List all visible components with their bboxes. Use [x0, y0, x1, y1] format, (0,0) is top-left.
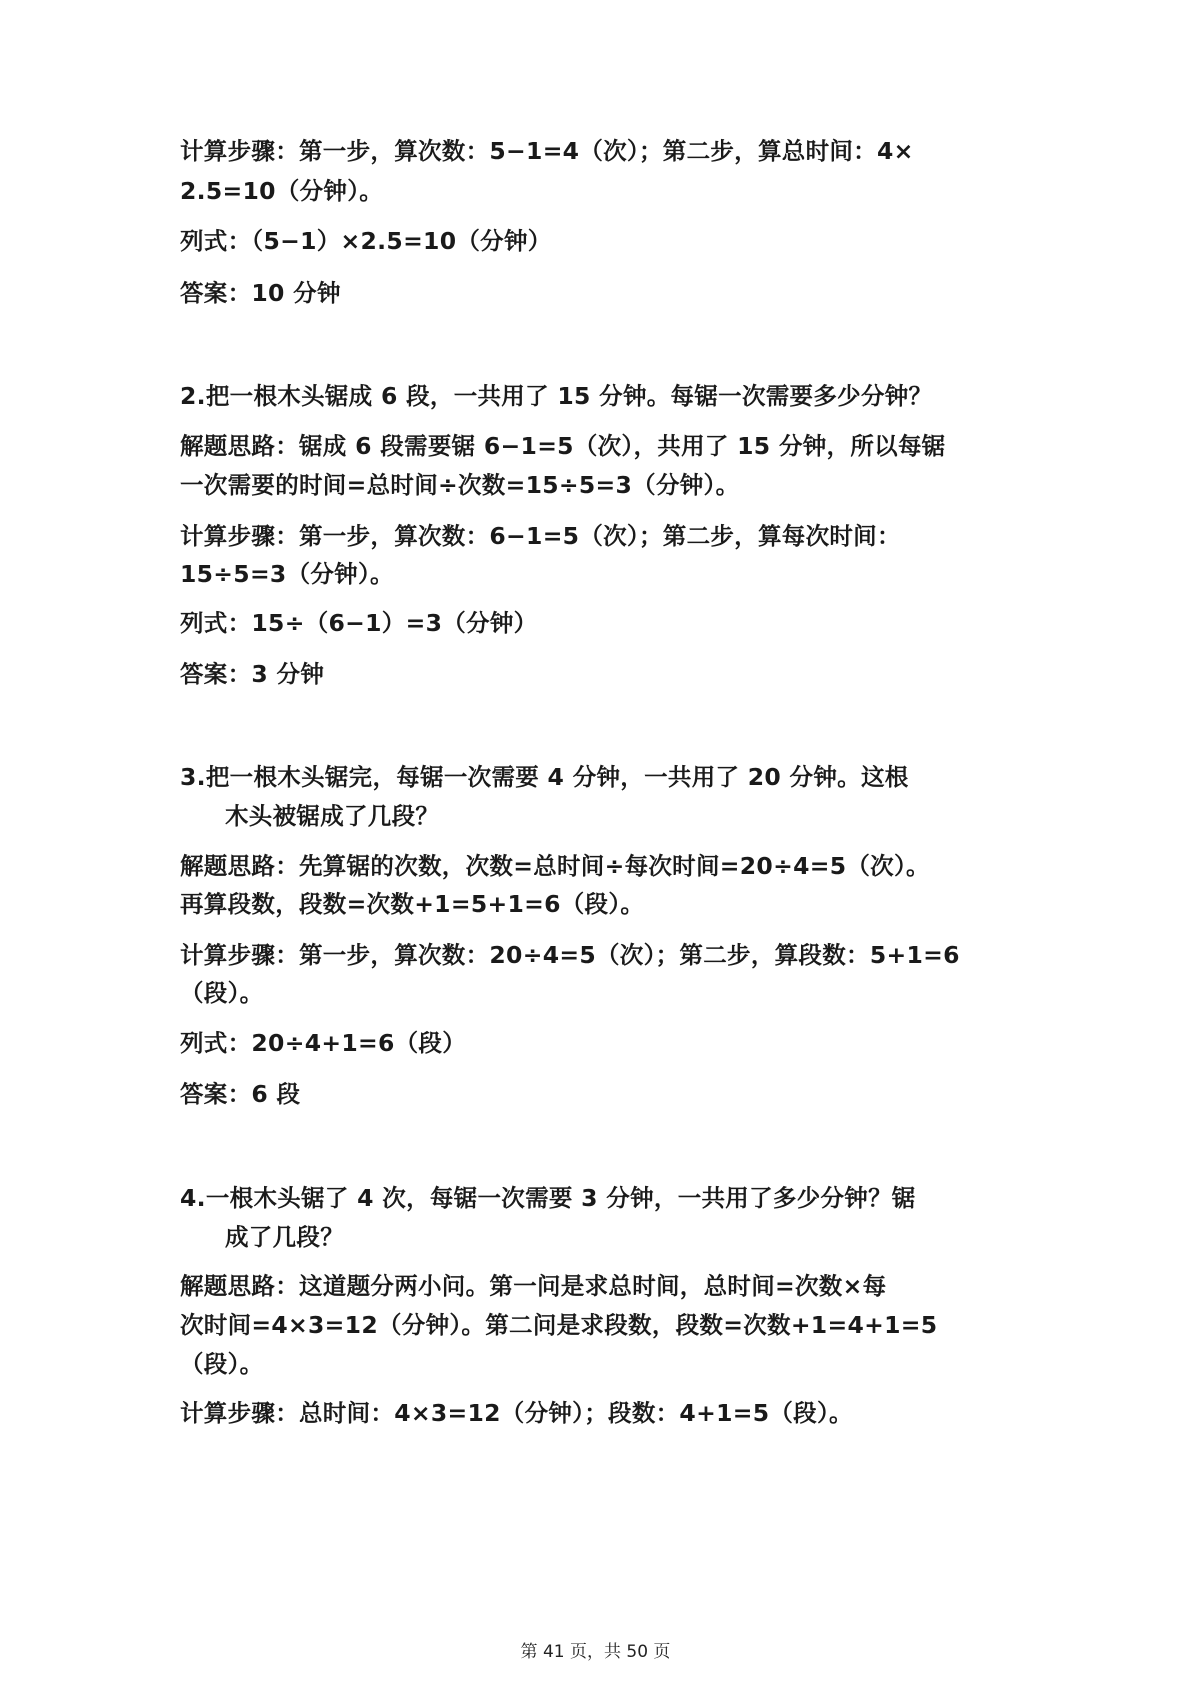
q4-idea-line-2: 次时间=4×3=12（分钟）。第二问是求段数，段数=次数+1=4+1=5: [180, 1311, 938, 1339]
q3-idea-line-1: 解题思路：先算锯的次数，次数=总时间÷每次时间=20÷4=5（次）。: [180, 852, 930, 880]
q2-answer: 答案：3 分钟: [180, 660, 325, 688]
q3-idea-line-2: 再算段数，段数=次数+1=5+1=6（段）。: [180, 890, 645, 918]
q2-steps-line-1: 计算步骤：第一步，算次数：6−1=5（次）；第二步，算每次时间：: [180, 522, 901, 550]
q3-title-line-2: 木头被锯成了几段？: [225, 802, 440, 830]
page-number: 第 41 页，共 50 页: [520, 1642, 671, 1662]
q2-idea-line-1: 解题思路：锯成 6 段需要锯 6−1=5（次），共用了 15 分钟，所以每锯: [180, 432, 946, 460]
q3-steps-line-2: （段）。: [180, 979, 264, 1007]
q1-steps-line-1: 计算步骤：第一步，算次数：5−1=4（次）；第二步，算总时间：4×: [180, 137, 914, 165]
q3-answer: 答案：6 段: [180, 1080, 301, 1108]
q4-title-line-2: 成了几段？: [225, 1223, 344, 1251]
q4-steps-line-1: 计算步骤：总时间：4×3=12（分钟）；段数：4+1=5（段）。: [180, 1399, 853, 1427]
q2-idea-line-2: 一次需要的时间=总时间÷次数=15÷5=3（分钟）。: [180, 471, 740, 499]
q2-formula: 列式：15÷（6−1）=3（分钟）: [180, 609, 538, 637]
q2-steps-line-2: 15÷5=3（分钟）。: [180, 560, 394, 588]
q4-idea-line-3: （段）。: [180, 1350, 264, 1378]
q1-steps-line-2: 2.5=10（分钟）。: [180, 177, 384, 205]
q3-steps-line-1: 计算步骤：第一步，算次数：20÷4=5（次）；第二步，算段数：5+1=6: [180, 941, 960, 969]
q4-idea-line-1: 解题思路：这道题分两小问。第一问是求总时间，总时间=次数×每: [180, 1272, 887, 1300]
q2-title: 2.把一根木头锯成 6 段，一共用了 15 分钟。每锯一次需要多少分钟？: [180, 382, 933, 410]
q3-formula: 列式：20÷4+1=6（段）: [180, 1029, 467, 1057]
q1-formula: 列式：（5−1）×2.5=10（分钟）: [180, 227, 552, 255]
q1-answer: 答案：10 分钟: [180, 279, 341, 307]
q3-title-line-1: 3.把一根木头锯完，每锯一次需要 4 分钟，一共用了 20 分钟。这根: [180, 763, 909, 791]
q4-title-line-1: 4.一根木头锯了 4 次，每锯一次需要 3 分钟，一共用了多少分钟？锯: [180, 1184, 916, 1212]
